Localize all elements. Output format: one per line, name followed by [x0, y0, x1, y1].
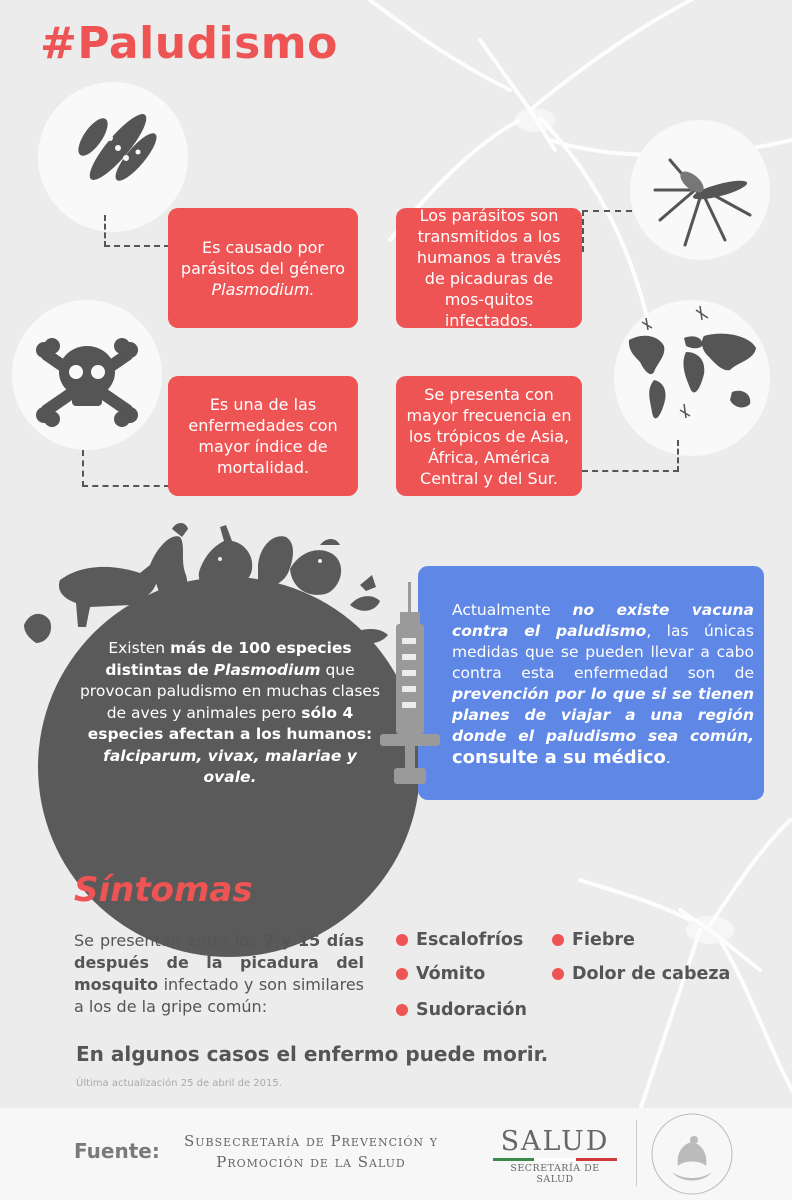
- page-title: #Paludismo: [40, 18, 338, 69]
- source-agency-line1: Subsecretaría de Prevención y: [184, 1132, 438, 1150]
- symptom-label: Fiebre: [572, 930, 635, 950]
- symptom-item: [396, 964, 485, 984]
- fact-card-mortality: [168, 376, 358, 496]
- symptoms-t1: Se presentan entre los: [74, 931, 258, 950]
- plasmodium-word: Plasmodium.: [211, 279, 315, 299]
- mosquito-circle: [630, 120, 770, 260]
- bullet-icon: [396, 968, 408, 980]
- warning-text: En algunos casos el enfermo puede morir.: [76, 1042, 549, 1066]
- species-t3: Plasmodium: [213, 660, 321, 679]
- species-t1: Existen: [108, 639, 166, 657]
- fact-card-transmission: [396, 208, 582, 328]
- world-circle: [614, 300, 770, 456]
- vaccine-t1: Actualmente: [452, 601, 551, 619]
- symptom-label: Sudoración: [416, 1000, 527, 1020]
- bullet-icon: [396, 934, 408, 946]
- symptoms-intro: [74, 930, 364, 1018]
- vaccine-t4: prevención por lo que si se tienen planes de viajar a una región donde el paludismo sea común,: [452, 685, 754, 745]
- symptom-label: Vómito: [416, 964, 486, 984]
- symptom-label: Escalofríos: [416, 930, 524, 950]
- species-t5: sólo 4 especies afectan a los humanos:: [87, 703, 373, 743]
- secretaria-label: SECRETARÍA DE SALUD: [510, 1163, 600, 1185]
- vaccine-t3: , las únicas medidas que se pueden llevar a cabo contra esta enfermedad son de: [452, 622, 754, 682]
- mexico-seal-icon: [648, 1110, 736, 1198]
- mosquito-icon: [630, 120, 770, 260]
- source-agency: [184, 1131, 438, 1173]
- bullet-icon: [552, 934, 564, 946]
- syringe-icon: [372, 582, 452, 792]
- symptom-item: [552, 930, 635, 950]
- fact-mortality-text: Es una de las enfermedades con mayor índice de mortalidad.: [188, 395, 338, 477]
- connector-3: [82, 450, 170, 487]
- last-updated: Última actualización 25 de abril de 2015.: [76, 1078, 282, 1089]
- connector-2: [582, 210, 632, 252]
- symptoms-t3: infectado y son similares a los de la gripe común:: [74, 975, 364, 1016]
- symptom-item: [552, 964, 730, 984]
- fact-cause-text: Es causado por parásitos del género: [180, 237, 346, 278]
- connector-4: [582, 440, 679, 472]
- vaccine-text-block: [452, 600, 754, 769]
- skull-icon: [12, 300, 162, 450]
- fact-card-regions: [396, 376, 582, 496]
- fact-card-cause: [168, 208, 358, 328]
- source-label: Fuente:: [74, 1139, 160, 1163]
- world-map-icon: [614, 300, 770, 456]
- species-t4: que provocan paludismo en muchas clases de aves y animales pero: [79, 660, 381, 722]
- background-mosquito-bottom-icon: [560, 790, 792, 1110]
- salud-logo: SALUD: [500, 1126, 610, 1157]
- parasite-icon: [38, 82, 188, 232]
- symptom-label: Dolor de cabeza: [572, 964, 731, 984]
- bullet-icon: [396, 1004, 408, 1016]
- vaccine-t6: .: [665, 749, 671, 767]
- source-agency-line2: Promoción de la Salud: [216, 1153, 406, 1171]
- bullet-icon: [552, 968, 564, 980]
- symptom-item: [396, 930, 523, 950]
- species-text-block: [78, 638, 382, 789]
- fact-regions-text: Se presenta con mayor frecuencia en los trópicos de Asia, África, América Central y del Sur.: [406, 384, 572, 488]
- skull-circle: [12, 300, 162, 450]
- symptom-item: [396, 1000, 527, 1020]
- vaccine-t2: no existe vacuna contra el paludismo: [452, 601, 754, 640]
- connector-1: [104, 215, 170, 247]
- symptoms-t2: 7 y 15 días después de la picadura del mosquito: [74, 931, 365, 994]
- species-t6: falciparum, vivax, malariae y ovale.: [103, 746, 357, 786]
- species-t2: más de 100 especies distintas de: [105, 639, 352, 679]
- footer-divider: [636, 1120, 637, 1186]
- salud-logo-bar: [493, 1158, 617, 1161]
- vaccine-t5: consulte a su médico: [452, 747, 666, 768]
- fact-transmission-text: Los parásitos son transmitidos a los humanos a través de picaduras de mos-quitos infectados.: [416, 206, 562, 330]
- symptoms-title: Síntomas: [74, 870, 253, 910]
- parasite-circle: [38, 82, 188, 232]
